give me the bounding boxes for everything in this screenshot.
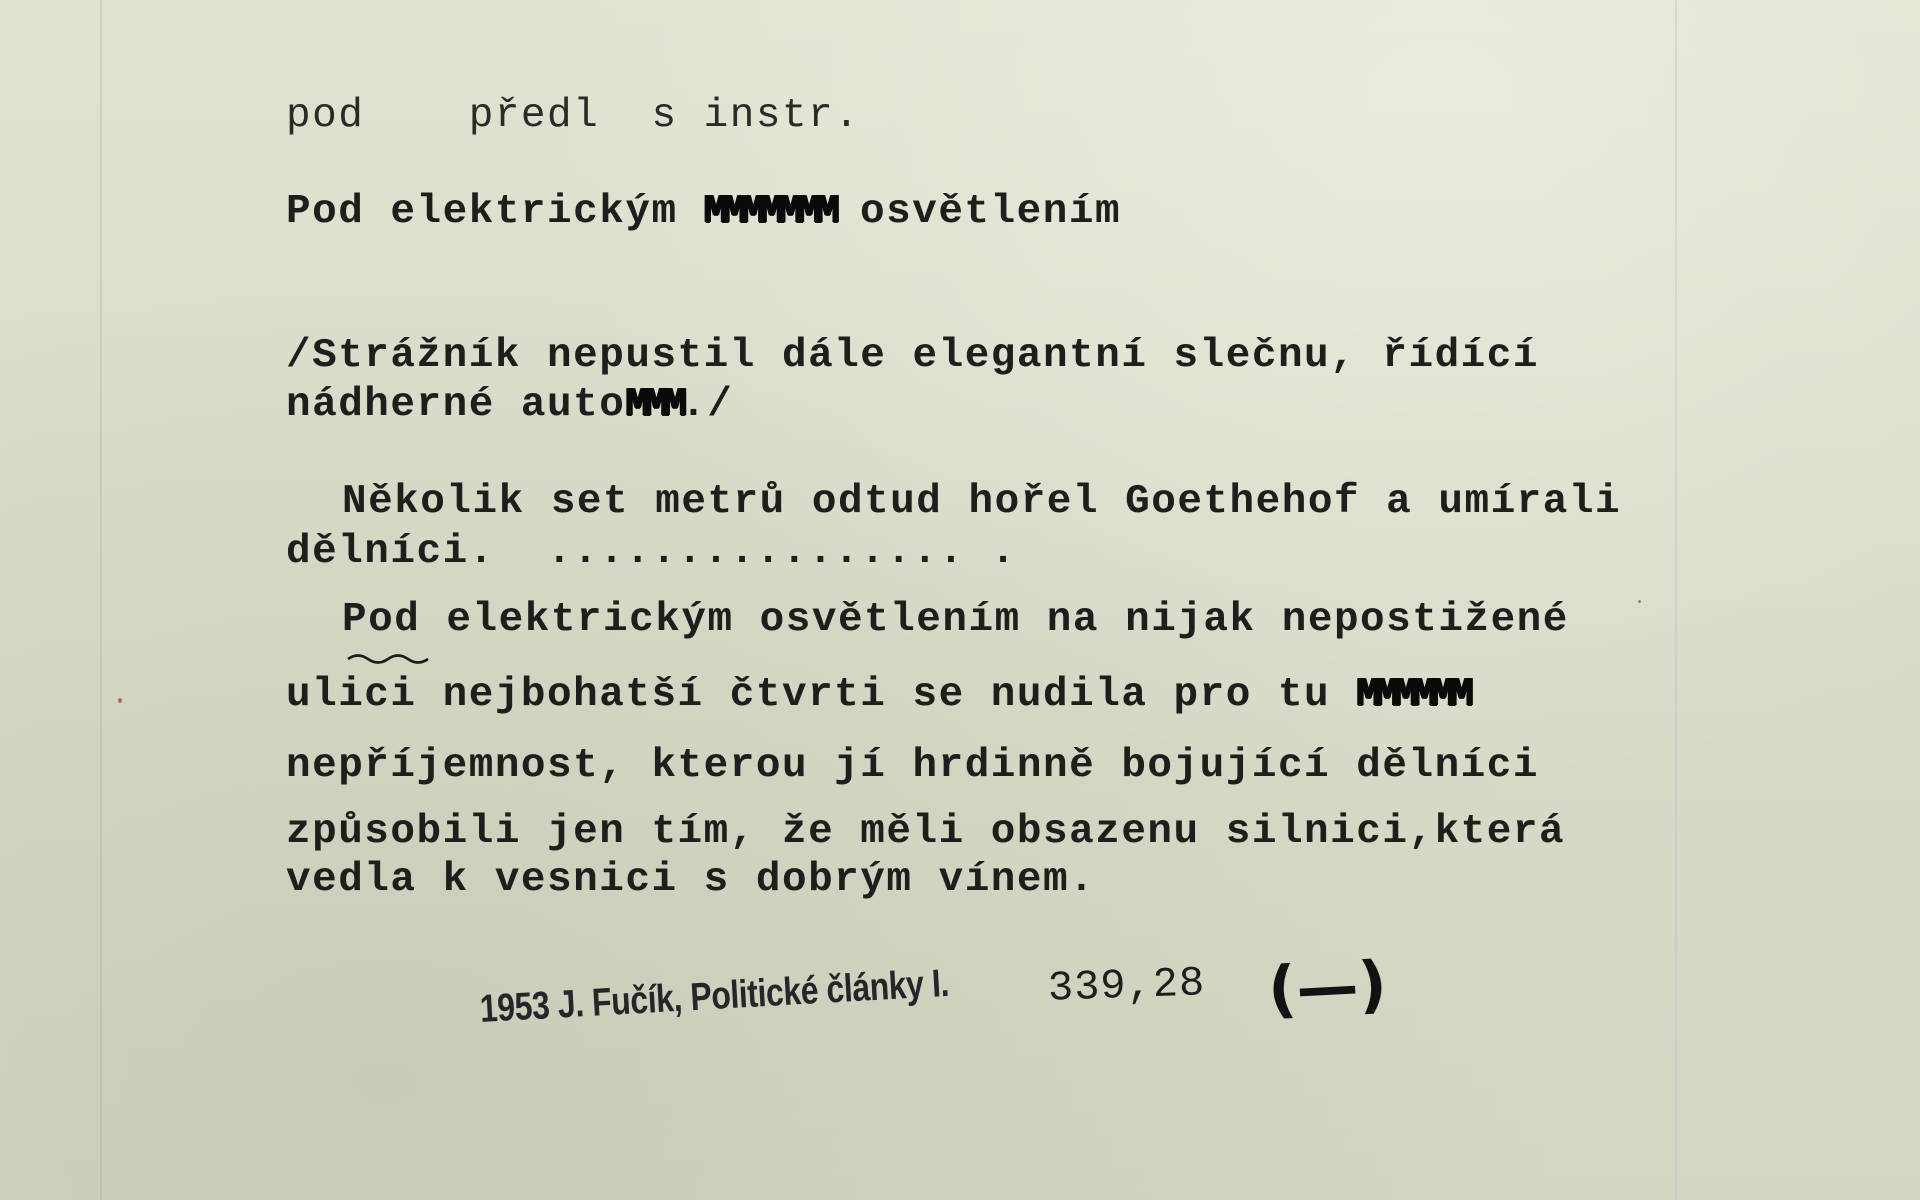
paper-fold-line bbox=[1675, 0, 1677, 1200]
page-reference: 339,28 bbox=[1047, 959, 1207, 1013]
reference-mark: (—) bbox=[1266, 946, 1389, 1027]
typed-text: ulici nejbohatší čtvrti se nudila pro tu bbox=[286, 672, 1357, 718]
typed-line: Pod elektrickým osvětlením na nijak nepostižené bbox=[342, 597, 1569, 643]
typed-text: ./ bbox=[681, 382, 734, 428]
struck-out-text: MMMMMM bbox=[1356, 672, 1468, 718]
ink-speck bbox=[118, 698, 122, 703]
typed-line bbox=[286, 382, 734, 428]
typed-text: Pod elektrickým bbox=[286, 189, 704, 235]
typed-line: nepříjemnost, kterou jí hrdinně bojující dělníci bbox=[286, 743, 1539, 789]
ink-speck bbox=[1638, 600, 1641, 603]
typed-line bbox=[286, 672, 1468, 718]
typed-text: osvětlením bbox=[833, 189, 1122, 235]
typed-line: pod předl s instr. bbox=[286, 93, 861, 139]
typed-line: vedla k vesnici s dobrým vínem. bbox=[286, 857, 1096, 903]
typed-line: způsobili jen tím, že měli obsazenu silnici,která bbox=[286, 809, 1566, 855]
source-stamp: 1953 J. Fučík, Politické články I. bbox=[478, 961, 951, 1031]
typed-line: /Strážník nepustil dále elegantní slečnu, řídící bbox=[286, 333, 1539, 379]
typed-line: dělníci. ................ . bbox=[286, 529, 1017, 575]
paper-fold-line bbox=[100, 0, 102, 1200]
handwritten-squiggle bbox=[346, 650, 430, 666]
typed-line: Několik set metrů odtud hořel Goethehof a umírali bbox=[342, 479, 1622, 525]
struck-out-text: MMMMMMM bbox=[703, 189, 834, 235]
typed-line bbox=[286, 189, 1122, 235]
struck-out-text: MMM bbox=[625, 382, 682, 428]
typed-text: nádherné auto bbox=[286, 382, 626, 428]
